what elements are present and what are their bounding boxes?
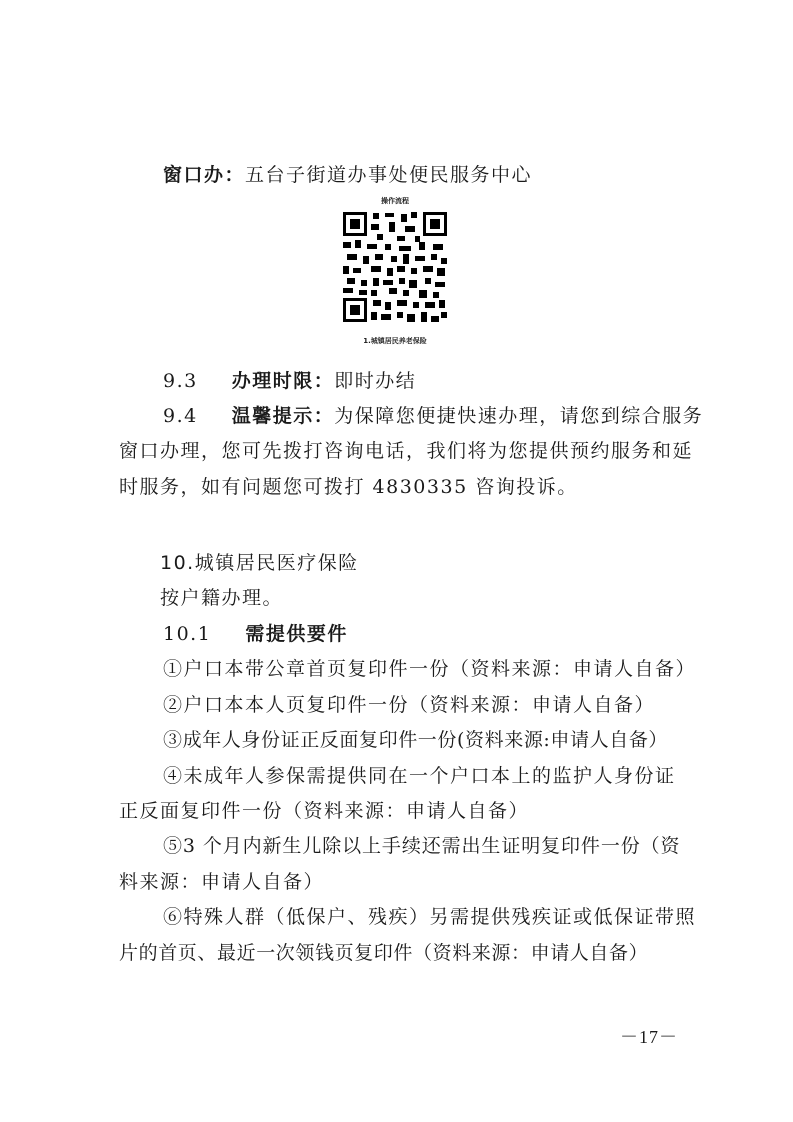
section-9-4-line-1 xyxy=(163,403,703,429)
requirement-item-5-cont: 料来源：申请人自备） xyxy=(119,871,325,893)
qr-title: 操作流程 xyxy=(381,197,409,205)
section-9-3-label: 办理时限： xyxy=(231,370,335,392)
requirement-item-5: ⑤3 个月内新生儿除以上手续还需出生证明复印件一份（资 xyxy=(163,835,681,857)
requirement-item-6-cont: 片的首页、最近一次领钱页复印件（资料来源：申请人自备） xyxy=(119,942,649,964)
section-10-1-heading xyxy=(163,621,348,647)
requirement-item-1: ①户口本带公章首页复印件一份（资料来源：申请人自备） xyxy=(163,658,697,680)
section-10-note: 按户籍办理。 xyxy=(160,587,284,609)
section-9-3 xyxy=(163,368,416,394)
requirement-item-3: ③成年人身份证正反面复印件一份(资料来源:申请人自备） xyxy=(163,729,669,751)
requirement-item-4-cont: 正反面复印件一份（资料来源：申请人自备） xyxy=(119,800,530,822)
window-office-line xyxy=(163,162,532,188)
section-10-heading: 10.城镇居民医疗保险 xyxy=(160,552,359,574)
section-9-4-text-1: 为保障您便捷快速办理，请您到综合服务 xyxy=(334,405,704,427)
section-9-3-number: 9.3 xyxy=(163,370,198,392)
requirement-item-2: ②户口本本人页复印件一份（资料来源：申请人自备） xyxy=(163,694,656,716)
window-office-label: 窗口办： xyxy=(163,164,246,186)
requirement-item-6: ⑥特殊人群（低保户、残疾）另需提供残疾证或低保证带照 xyxy=(163,906,697,928)
section-9-3-value: 即时办结 xyxy=(334,370,417,392)
qr-caption: 1.城镇居民养老保险 xyxy=(363,337,427,345)
section-9-4-label: 温馨提示： xyxy=(231,405,335,427)
section-10-1-number: 10.1 xyxy=(163,623,212,645)
section-9-4-line-3: 时服务，如有问题您可拨打 4830335 咨询投诉。 xyxy=(119,476,578,498)
section-9-4-line-2: 窗口办理，您可先拨打咨询电话，我们将为您提供预约服务和延 xyxy=(119,440,694,462)
page-number: －17－ xyxy=(620,1027,678,1047)
qr-code-image xyxy=(341,210,449,324)
section-9-4-number: 9.4 xyxy=(163,405,198,427)
requirement-item-4: ④未成年人参保需提供同在一个户口本上的监护人身份证 xyxy=(163,765,676,787)
qr-code-block xyxy=(330,196,460,348)
window-office-value: 五台子街道办事处便民服务中心 xyxy=(245,164,533,186)
section-10-1-label: 需提供要件 xyxy=(245,623,348,645)
